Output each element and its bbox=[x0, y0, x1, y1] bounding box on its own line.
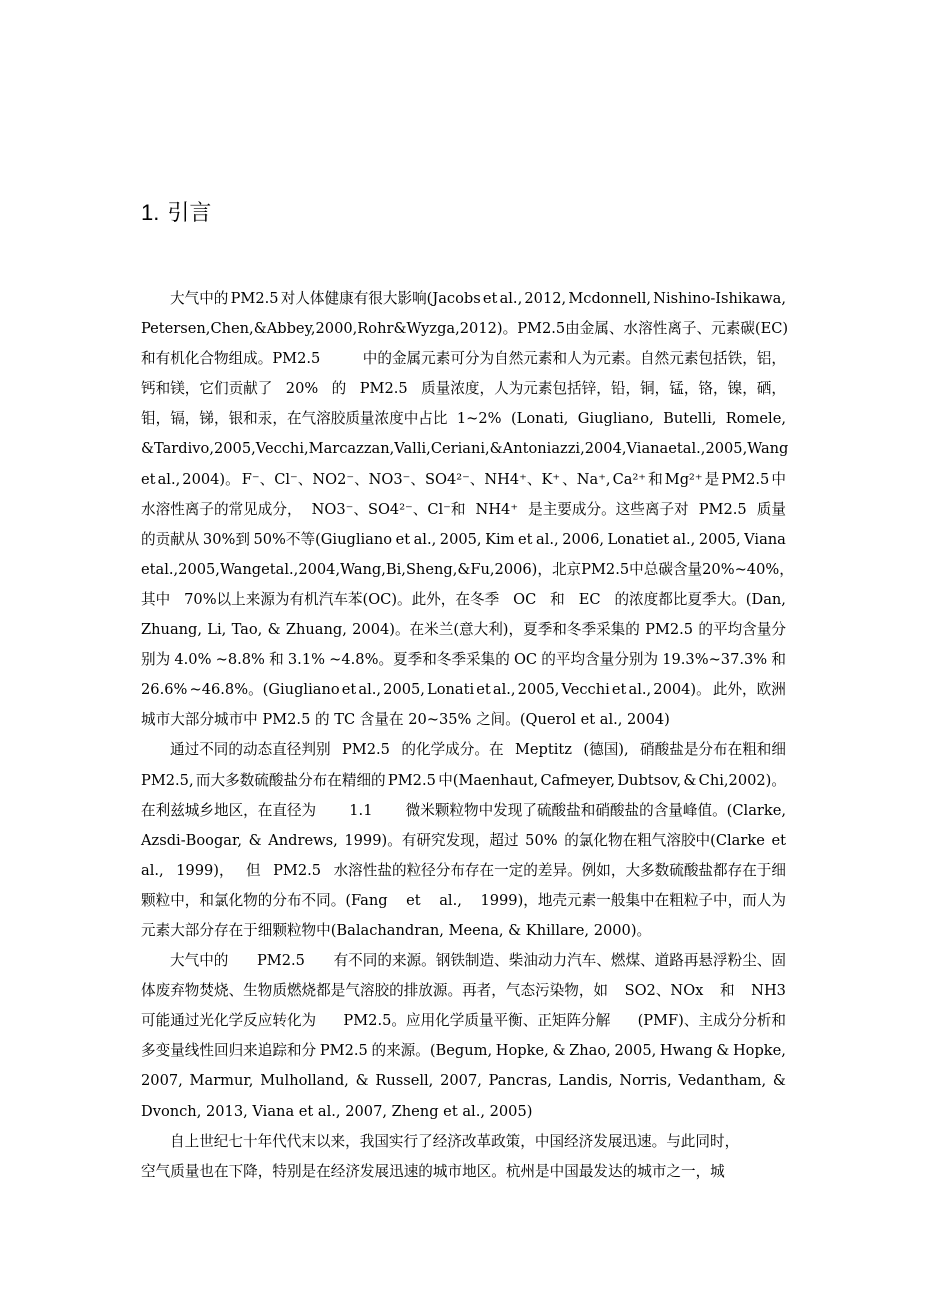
text-line: 城市大部分城市中 PM2.5 的 TC 含量在 20~35% 之间。(Querol et al., 2004) bbox=[141, 711, 670, 729]
text-line: 多变量线性回归来追踪和分 PM2.5 的来源。(Begum, Hopke, & Zhao, 2005, Hwang & Hopke, bbox=[141, 1042, 786, 1060]
paragraph bbox=[141, 735, 786, 946]
text-line: 水溶性离子的常见成分， NO3⁻、SO4²⁻、Cl⁻和 NH4⁺ 是主要成分。这些离子对 PM2.5 质量 bbox=[141, 500, 786, 518]
text-line: 体废弃物焚烧、生物质燃烧都是气溶胶的排放源。再者，气态污染物，如 SO2、NOx 和 NH3 bbox=[141, 982, 786, 1000]
text-line: et al., 2005, Wang et al., 2004, Wang, Bi, Sheng, & Fu, 2006)，北京 PM2.5 中总碳含量 20% ~40%， bbox=[141, 560, 794, 578]
text-line: 颗粒中，和氯化物的分布不同。(Fang et al., 1999)，地壳元素一般集中在粗粒子中，而人为 bbox=[141, 891, 786, 909]
text-line: 在利兹城乡地区，在直径为 1.1 微米颗粒物中发现了硫酸盐和硝酸盐的含量峰值。(Clarke, bbox=[141, 801, 786, 819]
section-number: 1. bbox=[141, 200, 160, 225]
text-line: 2007, Marmur, Mulholland, & Russell, 2007, Pancras, Landis, Norris, Vedantham, & bbox=[141, 1072, 786, 1090]
text-line: PM2.5, 而大多数硫酸盐分布在精细的 PM2.5 中(Maenhaut, Cafmeyer, Dubtsov, & Chi,2002)。 bbox=[141, 771, 786, 789]
text-line: 钼，镉，锑，银和汞，在气溶胶质量浓度中占比 1~2% (Lonati, Giugliano, Butelli, Romele, bbox=[141, 410, 786, 428]
text-line: 和有机化合物组成。PM2.5 中的金属元素可分为自然元素和人为元素。自然元素包括铁，铝， bbox=[141, 350, 786, 368]
text-line: 自上世纪七十年代代末以来，我国实行了经济改革政策，中国经济发展迅速。与此同时， bbox=[170, 1132, 740, 1150]
text-line: Zhuang, Li, Tao, & Zhuang, 2004)。在米兰(意大利)，夏季和冬季采集的 PM2.5 的平均含量分 bbox=[141, 621, 786, 639]
text-line: 空气质量也在下降，特别是在经济发展迅速的城市地区。杭州是中国最发达的城市之一，城 bbox=[141, 1162, 725, 1180]
text-line: Dvonch, 2013, Viana et al., 2007, Zheng et al., 2005) bbox=[141, 1102, 533, 1120]
text-line: 元素大部分存在于细颗粒物中(Balachandran, Meena, & Khillare, 2000)。 bbox=[141, 921, 652, 939]
text-line: 大气中的 PM2.5 对人体健康有很大影响(Jacobs et al., 2012, Mcdonnell, Nishino-Ishikawa, bbox=[170, 290, 786, 307]
text-line: 其中 70%以上来源为有机汽车苯(OC)。此外，在冬季 OC 和 EC 的浓度都比夏季大。(Dan, bbox=[141, 590, 786, 608]
paragraph bbox=[141, 284, 794, 735]
text-line: 钙和镁，它们贡献了 20% 的 PM2.5 质量浓度，人为元素包括锌，铅，铜，锰，铬，镍，硒， bbox=[141, 380, 786, 398]
text-line: 别为 4.0% ~8.8% 和 3.1% ~4.8%。夏季和冬季采集的 OC 的平均含量分别为 19.3%~37.3% 和 bbox=[141, 651, 786, 669]
text-line: 可能通过光化学反应转化为 PM2.5。应用化学质量平衡、正矩阵分解 (PMF)、主成分分析和 bbox=[141, 1012, 786, 1030]
text-line: 26.6% ~46.8%。(Giugliano et al., 2005, Lonati et al., 2005, Vecchi et al., 2004)。 此外，欧洲 bbox=[141, 681, 786, 699]
text-line: al., 1999)， 但 PM2.5 水溶性盐的粒径分布存在一定的差异。例如，大多数硫酸盐都存在于细 bbox=[141, 861, 786, 879]
section-title: 引言 bbox=[167, 200, 212, 225]
section-heading bbox=[141, 196, 211, 227]
body-text bbox=[141, 284, 794, 1187]
text-line: et al., 2004)。 F⁻、Cl⁻、NO2⁻、NO3⁻、SO4²⁻、NH4⁺、K⁺ 、Na⁺, Ca²⁺ 和 Mg²⁺ 是 PM2.5 中 bbox=[141, 470, 786, 488]
paragraph bbox=[141, 946, 786, 1127]
paragraph bbox=[141, 1127, 786, 1187]
text-line: 的贡献从 30%到 50%不等(Giugliano et al., 2005, Kim et al., 2006, Lonatiet al., 2005, Viana bbox=[141, 530, 786, 548]
text-line: 通过不同的动态直径判别 PM2.5 的化学成分。在 Meptitz (德国), 硝酸盐是分布在粗和细 bbox=[170, 741, 786, 759]
text-line: Azsdi-Boogar, & Andrews, 1999)。有研究发现，超过 50% 的氯化物在粗气溶胶中(Clarke et bbox=[141, 831, 786, 849]
text-line: & Tardivo, 2005, Vecchi, Marcazzan, Valli, Ceriani, & Antoniazzi, 2004, Viana et al., 2005, Wang bbox=[141, 440, 789, 458]
text-line: 大气中的 PM2.5 有不同的来源。钢铁制造、柴油动力汽车、燃煤、道路再悬浮粉尘、固 bbox=[170, 952, 786, 970]
text-line: Petersen, Chen, & Abbey, 2000, Rohr & Wyzga, 2012) 。PM2.5 由金属、水溶性离子、元素碳 (EC) bbox=[141, 320, 789, 338]
